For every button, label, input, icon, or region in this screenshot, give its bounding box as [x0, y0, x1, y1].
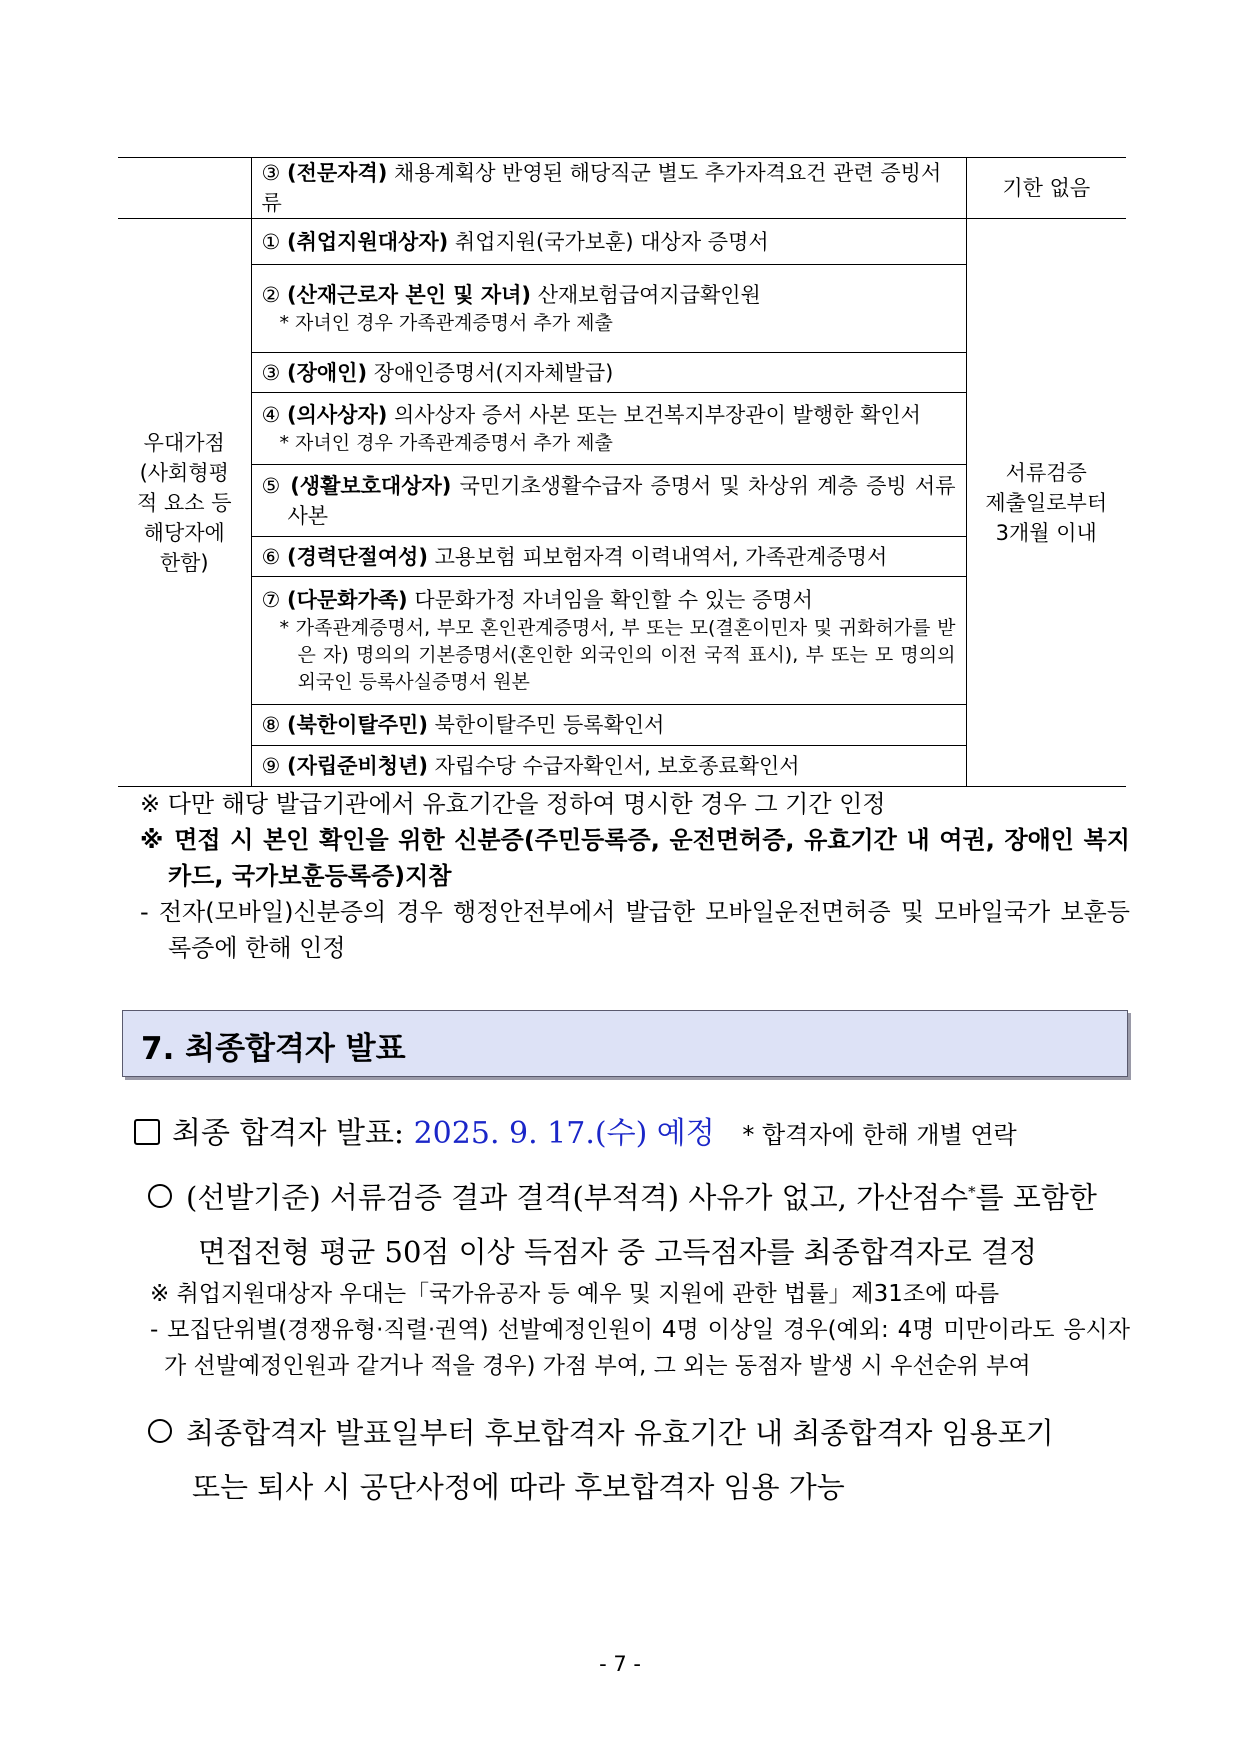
- item-bold-label: (북한이탈주민): [287, 713, 428, 737]
- item-number: ⑦: [261, 588, 281, 612]
- category-line: 해당자에: [143, 520, 225, 545]
- item-number: ③: [261, 161, 281, 185]
- document-table: [118, 157, 1126, 787]
- table-footnotes: [140, 786, 1130, 966]
- table-row: [118, 158, 1126, 219]
- selection-criteria-paragraph: [148, 1165, 1128, 1279]
- item-text: 북한이탈주민 등록확인서: [434, 713, 665, 737]
- criteria-notes: [150, 1276, 1130, 1384]
- item-note: * 자녀인 경우 가족관계증명서 추가 제출: [279, 432, 613, 454]
- note-bonus-points: - 모집단위별(경쟁유형·직렬·권역) 선발예정인원이 4명 이상일 경우(예외: 4명 미만이라도 응시자가 선발예정인원과 같거나 적을 경우) 가점 부여, 그 외는 동점자 발생 시 우선순위 부여: [150, 1317, 1130, 1379]
- paragraph-text: 또는 퇴사 시 공단사정에 따라 후보합격자 임용 가능: [192, 1470, 845, 1504]
- item-text: 고용보험 피보험자격 이력내역서, 가족관계증명서: [434, 544, 888, 569]
- item-bold-label: (전문자격): [287, 161, 388, 185]
- table-cell-item: [251, 465, 966, 537]
- announcement-date: 2025. 9. 17.(수) 예정: [413, 1116, 715, 1151]
- item-number: ⑧: [261, 713, 281, 737]
- category-line: 한함): [159, 550, 209, 575]
- table-cell-item: [251, 537, 966, 577]
- table-cell-item: [251, 353, 966, 393]
- item-number: ③: [261, 360, 281, 385]
- table-cell-item: [251, 705, 966, 746]
- item-bold-label: (경력단절여성): [287, 544, 428, 569]
- period-line: 3개월 이내: [995, 520, 1097, 545]
- table-cell-item: [251, 393, 966, 465]
- paragraph-text: 를 포함한: [975, 1180, 1097, 1215]
- footnote-id-required: ※ 면접 시 본인 확인을 위한 신분증(주민등록증, 운전면허증, 유효기간 내 여권, 장애인 복지카드, 국가보훈등록증)지참: [140, 826, 1130, 890]
- category-line: (사회형평: [139, 460, 229, 485]
- item-bold-label: (생활보호대상자): [290, 473, 452, 498]
- footnote-mobile-id: - 전자(모바일)신분증의 경우 행정안전부에서 발급한 모바일운전면허증 및 모바일국가 보훈등록증에 한해 인정: [140, 898, 1130, 962]
- announcement-note: * 합격자에 한해 개별 연락: [742, 1121, 1017, 1149]
- item-number: ⑥: [261, 544, 281, 569]
- announcement-line: [134, 1108, 1017, 1152]
- item-number: ④: [261, 403, 281, 427]
- table-cell-period: [966, 219, 1126, 787]
- item-number: ⑨: [261, 754, 281, 778]
- item-number: ①: [261, 229, 281, 254]
- paragraph-text: 최종합격자 발표일부터 후보합격자 유효기간 내 최종합격자 임용포기: [186, 1416, 1054, 1450]
- period-line: 제출일로부터: [985, 490, 1108, 515]
- item-text: 자립수당 수급자확인서, 보호종료확인서: [434, 754, 800, 778]
- hollow-circle-bullet-icon: [148, 1419, 172, 1443]
- table-cell-period: 기한 없음: [966, 158, 1126, 219]
- item-text: 장애인증명서(지자체발급): [373, 360, 614, 385]
- category-line: 우대가점: [143, 430, 225, 455]
- item-text: 취업지원(국가보훈) 대상자 증명서: [454, 229, 769, 254]
- item-note: * 가족관계증명서, 부모 혼인관계증명서, 부 또는 모(결혼이민자 및 귀화허가를 받은 자) 명의의 기본증명서(혼인한 외국인의 이전 국적 표시), 부 또는 모 명의의 외국인 등록사실증명서 원본: [279, 617, 956, 693]
- item-text: 채용계획상 반영된 해당직군 별도 추가자격요건 관련 증빙서류: [261, 161, 942, 215]
- announcement-label: 최종 합격자 발표:: [172, 1116, 405, 1151]
- item-number: ⑤: [261, 473, 282, 498]
- item-bold-label: (산재근로자 본인 및 자녀): [287, 283, 532, 307]
- footnote-validity: ※ 다만 해당 발급기관에서 유효기간을 정하여 명시한 경우 그 기간 인정: [140, 790, 886, 818]
- item-bold-label: (자립준비청년): [287, 754, 428, 778]
- table-cell-item: [251, 265, 966, 353]
- table-cell-empty: [118, 158, 251, 219]
- note-veteran-law: ※ 취업지원대상자 우대는「국가유공자 등 예우 및 지원에 관한 법률」제31조에 따름: [150, 1281, 1000, 1307]
- hollow-circle-bullet-icon: [148, 1184, 172, 1208]
- item-bold-label: (장애인): [287, 360, 368, 385]
- table-row: [118, 219, 1126, 265]
- category-line: 적 요소 등: [137, 490, 232, 515]
- item-text: 산재보험급여지급확인원: [537, 283, 761, 307]
- table-cell-item: [251, 577, 966, 705]
- item-note: * 자녀인 경우 가족관계증명서 추가 제출: [279, 312, 613, 334]
- reserve-candidate-paragraph: [148, 1406, 1128, 1514]
- page-number: - 7 -: [599, 1652, 641, 1676]
- item-bold-label: (취업지원대상자): [287, 229, 449, 254]
- item-text: 국민기초생활수급자 증명서 및 차상위 계층 증빙 서류 사본: [287, 473, 956, 528]
- item-number: ②: [261, 283, 281, 307]
- item-text: 의사상자 증서 사본 또는 보건복지부장관이 발행한 확인서: [394, 403, 921, 427]
- item-text: 다문화가정 자녀임을 확인할 수 있는 증명서: [414, 588, 813, 612]
- item-bold-label: (다문화가족): [287, 588, 408, 612]
- table-cell-item: [251, 746, 966, 787]
- table-cell-item: [251, 219, 966, 265]
- period-line: 서류검증: [1005, 460, 1087, 485]
- checkbox-square-icon: [134, 1119, 160, 1145]
- section-header: [122, 1010, 1128, 1077]
- item-bold-label: (의사상자): [287, 403, 388, 427]
- section-title: 7. 최종합격자 발표: [141, 1031, 406, 1067]
- paragraph-text: (선발기준) 서류검증 결과 결격(부적격) 사유가 없고, 가산점수: [186, 1180, 969, 1215]
- table-cell-item: [251, 158, 966, 219]
- footnote-mark: *: [968, 1183, 976, 1201]
- paragraph-text: 면접전형 평균 50점 이상 득점자 중 고득점자를 최종합격자로 결정: [198, 1234, 1038, 1269]
- table-cell-category: [118, 219, 251, 787]
